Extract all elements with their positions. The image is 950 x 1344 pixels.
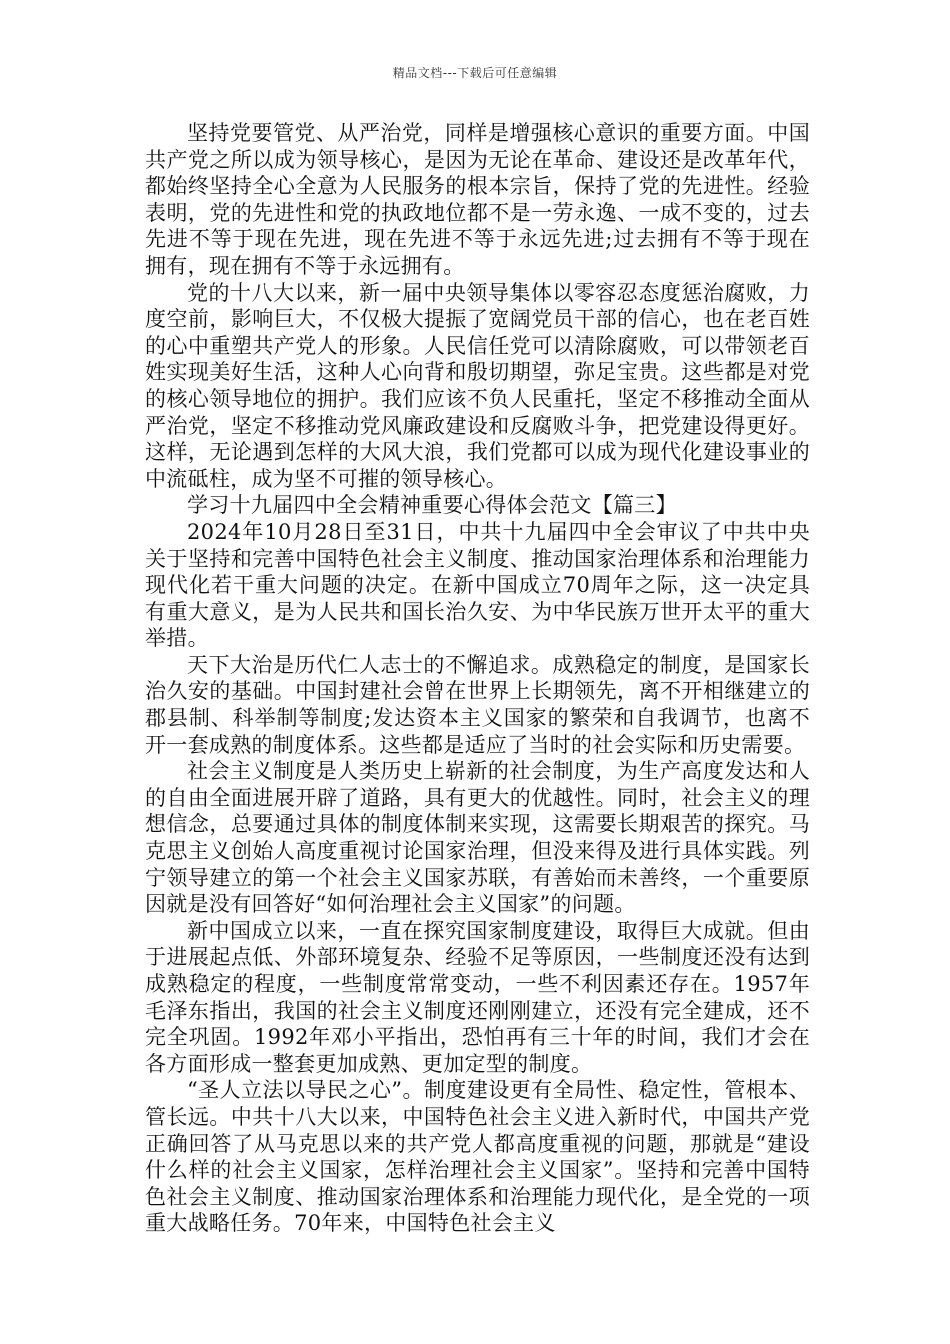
section-heading: 学习十九届四中全会精神重要心得体会范文【篇三】 [187,493,677,518]
document-body [145,120,810,1237]
paragraph-socialist-system: 社会主义制度是人类历史上崭新的社会制度，为生产高度发达和人的自由全面进展开辟了道路，具有更大的优越性。同时，社会主义的理想信念，总要通过具体的制度体制来实现，这需要长期艰苦的探究。马克思主义创始人高度重视讨论国家治理，但没来得及进行具体实践。列宁领导建立的第一个社会主义国家苏联，有善始而未善终，一个重要原因就是没有回答好“如何治理社会主义国家”的问题。 [145,759,810,917]
paragraph-new-china: 新中国成立以来，一直在探究国家制度建设，取得巨大成就。但由于进展起点低、外部环境复杂、经验不足等原因，一些制度还没有达到成熟稳定的程度，一些制度常常变动，一些不利因素还存在。1957年毛泽东指出，我国的社会主义制度还刚刚建立，还没有完全建成，还不完全巩固。1992年邓小平指出，恐怕再有三十年的时间，我们才会在各方面形成一整套更加成熟、更加定型的制度。 [145,918,810,1076]
paragraph-anti-corruption: 党的十八大以来，新一届中央领导集体以零容忍态度惩治腐败，力度空前，影响巨大，不仅极大提振了宽阔党员干部的信心，也在老百姓的心中重塑共产党人的形象。人民信任党可以清除腐败，可以带领老百姓实现美好生活，这种人心向背和殷切期望，弥足宝贵。这些都是对党的核心领导地位的拥护。我们应该不负人民重托，坚定不移推动全面从严治党，坚定不移推动党风廉政建设和反腐败斗争，把党建设得更好。这样，无论遇到怎样的大风大浪，我们党都可以成为现代化建设事业的中流砥柱，成为坚不可摧的领导核心。 [145,280,810,491]
paragraph-stable-institutions: 天下大治是历代仁人志士的不懈追求。成熟稳定的制度，是国家长治久安的基础。中国封建社会曾在世界上长期领先，离不开相继建立的郡县制、科举制等制度;发达资本主义国家的繁荣和自我调节，也离不开一套成熟的制度体系。这些都是适应了当时的社会实际和历史需要。 [145,652,810,757]
page-header: 精品文档---下载后可任意编辑 [392,66,558,80]
paragraph-plenary-session: 2024年10月28日至31日，中共十九届四中全会审议了中共中央关于坚持和完善中国特色社会主义制度、推动国家治理体系和治理能力现代化若干重大问题的决定。在新中国成立70周年之际，这一决定具有重大意义，是为人民共和国长治久安、为中华民族万世开太平的重大举措。 [145,519,810,651]
paragraph-core-awareness: 坚持党要管党、从严治党，同样是增强核心意识的重要方面。中国共产党之所以成为领导核心，是因为无论在革命、建设还是改革年代，都始终坚持全心全意为人民服务的根本宗旨，保持了党的先进性。经验表明，党的先进性和党的执政地位都不是一劳永逸、一成不变的，过去先进不等于现在先进，现在先进不等于永远先进;过去拥有不等于现在拥有，现在拥有不等于永远拥有。 [145,121,810,278]
paragraph-institution-building: “圣人立法以导民之心”。制度建设更有全局性、稳定性，管根本、管长远。中共十八大以来，中国特色社会主义进入新时代，中国共产党正确回答了从马克思以来的共产党人都高度重视的问题，那就是“建设什么样的社会主义国家，怎样治理社会主义国家”。坚持和完善中国特色社会主义制度、推动国家治理体系和治理能力现代化，是全党的一项重大战略任务。70年来，中国特色社会主义 [145,1078,810,1236]
